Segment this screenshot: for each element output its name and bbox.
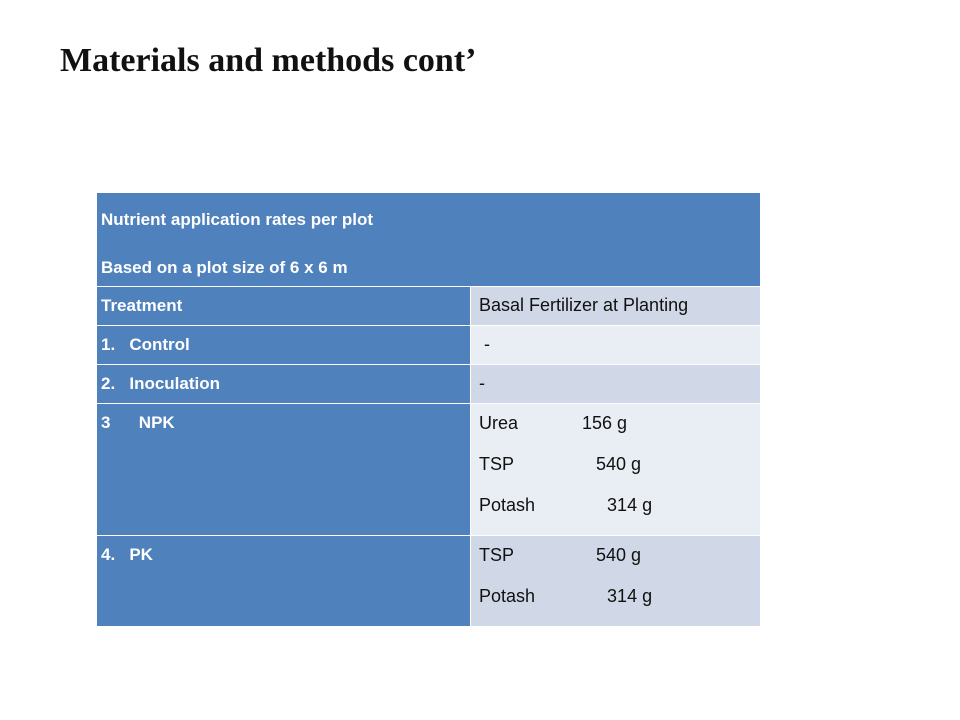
column-header-basal: Basal Fertilizer at Planting xyxy=(471,287,761,326)
dose-line xyxy=(479,544,752,585)
dose-name: Urea xyxy=(479,413,519,433)
dose-name: TSP xyxy=(479,454,515,474)
table-row xyxy=(97,536,761,627)
basal-value: - xyxy=(471,326,761,365)
dose-line xyxy=(479,412,752,453)
dose-amount: 540 g xyxy=(596,545,642,565)
dose-amount: 156 g xyxy=(582,413,628,433)
dose-line xyxy=(479,585,752,626)
table-row xyxy=(97,365,761,404)
dose-line xyxy=(479,453,752,494)
table-header-title: Nutrient application rates per plot xyxy=(101,210,374,229)
basal-doses xyxy=(471,404,761,536)
dose-line xyxy=(479,494,752,535)
treatment-label: 1. Control xyxy=(97,326,471,365)
dose-name: Potash xyxy=(479,586,536,606)
treatment-label: 4. PK xyxy=(97,536,471,627)
column-header-row xyxy=(97,287,761,326)
table-row xyxy=(97,404,761,536)
table-header-row xyxy=(97,193,761,287)
column-header-treatment: Treatment xyxy=(97,287,471,326)
dose-amount: 314 g xyxy=(607,495,653,515)
treatment-label: 3 NPK xyxy=(97,404,471,536)
table-row xyxy=(97,326,761,365)
dose-name: Potash xyxy=(479,495,536,515)
dose-name: TSP xyxy=(479,545,515,565)
dose-amount: 314 g xyxy=(607,586,653,606)
dose-amount: 540 g xyxy=(596,454,642,474)
nutrient-rates-table xyxy=(96,192,761,627)
slide-title: Materials and methods cont’ xyxy=(60,42,477,79)
table-header-subtitle: Based on a plot size of 6 x 6 m xyxy=(101,258,348,277)
table-header-cell xyxy=(97,193,761,287)
basal-value: - xyxy=(471,365,761,404)
basal-doses xyxy=(471,536,761,627)
treatment-label: 2. Inoculation xyxy=(97,365,471,404)
